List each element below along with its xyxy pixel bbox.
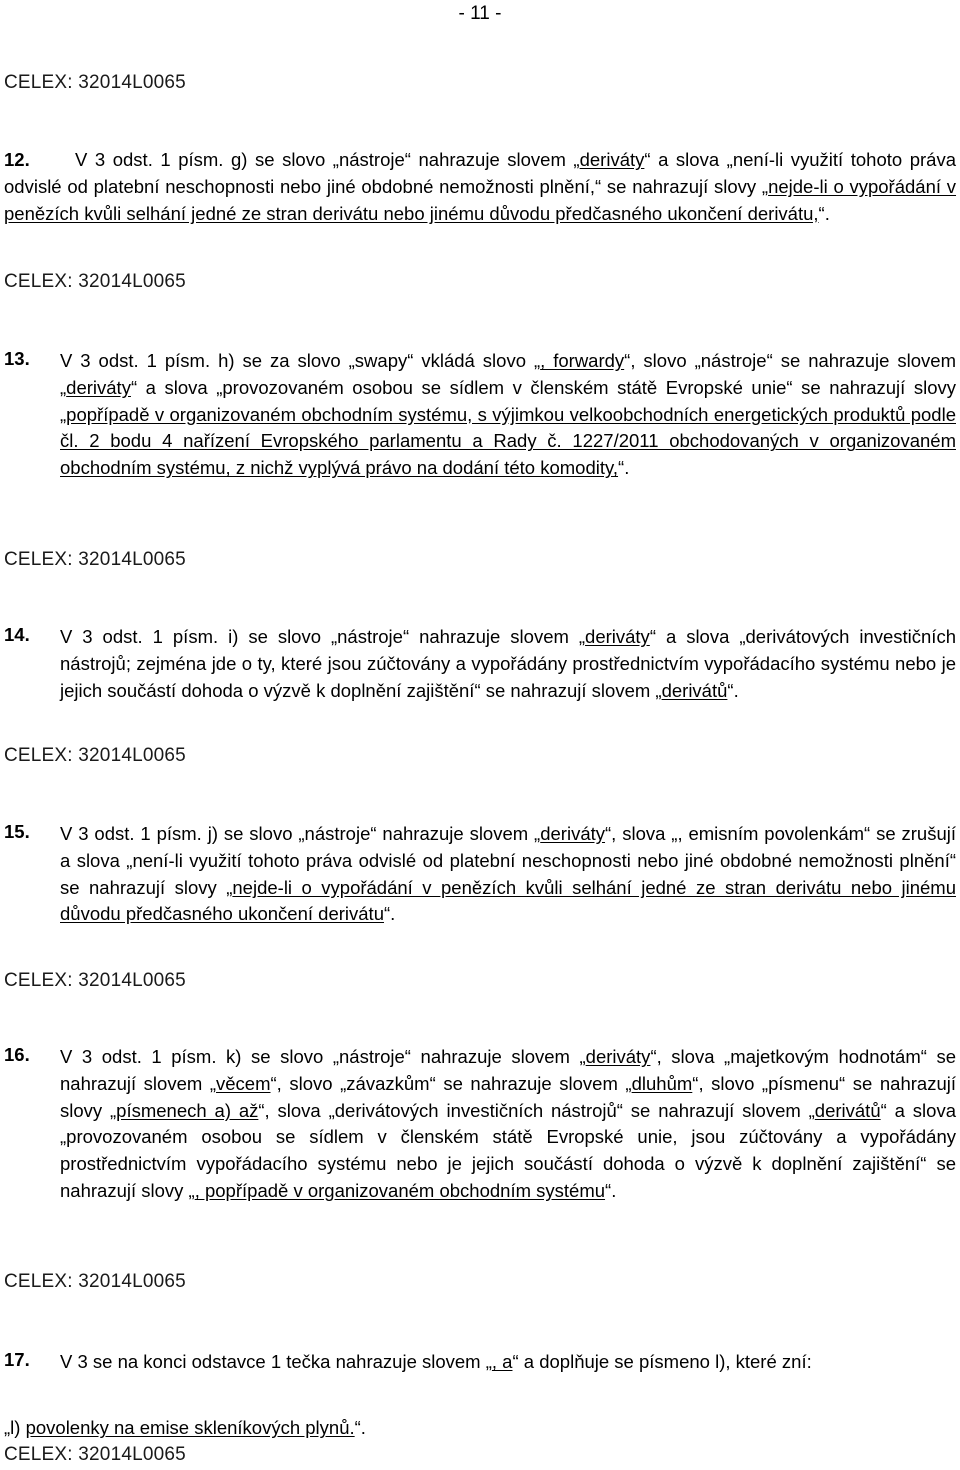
text-run: “, slovo „závazkům“ se nahrazuje slovem „	[270, 1072, 632, 1094]
item-17-text	[60, 1349, 956, 1376]
inserted-text: derivátů	[814, 1099, 881, 1121]
inserted-text: povolenky na emise skleníkových plynů.	[25, 1417, 355, 1438]
inserted-text: , popřípadě v organizovaném obchodním systému	[194, 1179, 606, 1201]
inserted-text: derivátů	[661, 679, 728, 701]
inserted-text: deriváty	[585, 1046, 651, 1067]
item-number: 13.	[4, 348, 30, 369]
text-run: “ a doplňuje se písmeno l), které zní:	[512, 1351, 812, 1372]
amendment-item-15	[4, 821, 956, 928]
inserted-text: deriváty	[66, 376, 131, 398]
text-run: “, slova „majetkovým hodnotám“ se nahrazují slovem „	[60, 1046, 956, 1094]
text-run: V 3 se na konci odstavce 1 tečka nahrazuje slovem „	[60, 1351, 492, 1372]
inserted-text: věcem	[216, 1072, 271, 1094]
item-number: 15.	[4, 821, 30, 842]
text-run: “, slovo „písmenu“ se nahrazují slovy „	[60, 1072, 956, 1121]
item-number: 14.	[4, 624, 30, 645]
inserted-text: nejde-li o vypořádání v penězích kvůli selhání jedné ze stran derivátu nebo jinému důvodu předčasného ukončení derivátu	[60, 876, 956, 925]
text-run: “.	[605, 1179, 617, 1201]
text-run: “.	[384, 903, 396, 925]
text-run: “.	[727, 679, 739, 701]
text-run: “.	[818, 202, 830, 224]
inserted-text: deriváty	[585, 626, 650, 647]
inserted-text: nejde-li o vypořádání v penězích kvůli selhání jedné ze stran derivátu nebo jinému důvodu předčasného ukončení derivátu,	[4, 175, 957, 224]
celex-reference: CELEX: 32014L0065	[4, 549, 186, 570]
text-run: „l)	[4, 1417, 26, 1438]
celex-reference: CELEX: 32014L0065	[4, 271, 186, 292]
item-number: 17.	[4, 1349, 30, 1370]
item-number: 16.	[4, 1044, 30, 1065]
inserted-text: , a	[491, 1351, 513, 1372]
item-number: 12.	[4, 149, 30, 170]
text-run: V 3 odst. 1 písm. j) se slovo „nástroje“ nahrazuje slovem „	[60, 823, 541, 844]
item-16-text	[60, 1044, 956, 1205]
inserted-text: popřípadě v organizovaném obchodním systému, s výjimkou velkoobchodních energetických produktů podle čl. 2 bodu 4 nařízení Evropského parlamentu a Rady č. 1227/2011 obchodovaných v organizovaném obchodním systému, z nichž vyplývá právo na dodání této komodity,	[60, 403, 956, 479]
text-run: “, slova „derivátových investičních nástrojů“ se nahrazují slovem „	[258, 1099, 815, 1121]
celex-reference: CELEX: 32014L0065	[4, 745, 186, 766]
text-run: “.	[618, 457, 630, 479]
celex-reference: CELEX: 32014L0065	[4, 1271, 186, 1292]
text-run: “ a slova „není-li využití tohoto práva odvislé od platební neschopnosti nebo jiné obdobné nemožnosti plnění,“ se nahrazují slovy „	[4, 149, 956, 197]
page-number: - 11 -	[458, 3, 502, 24]
amendment-item-12	[4, 147, 956, 227]
item-12-lead: V 3 odst. 1 písm. g) se slovo „nástroje“ nahrazuje slovem „	[29, 149, 580, 170]
amendment-item-16	[4, 1044, 956, 1205]
inserted-text: písmenech a) až	[116, 1099, 259, 1121]
amendment-item-13	[4, 348, 956, 482]
text-run: “ a slova „derivátových investičních nástrojů; zejména jde o ty, které jsou zúčtovány a vypořádány prostřednictvím vypořádacího systému nebo je jejich součástí dohoda o výzvě k doplnění zajištění“ se nahrazují slovem „	[60, 626, 956, 701]
text-run: “.	[354, 1417, 366, 1438]
text-run: V 3 odst. 1 písm. h) se za slovo „swapy“ vkládá slovo „	[60, 350, 541, 371]
item-13-text	[60, 348, 956, 482]
text-run: “, slovo „nástroje“ se nahrazuje slovem „	[60, 350, 957, 398]
text-run: “ a slova „provozovaném osobou se sídlem v členském státě Evropské unie“ se nahrazují slovy „	[60, 376, 956, 425]
celex-reference: CELEX: 32014L0065	[4, 970, 186, 991]
item-12-text	[4, 147, 956, 227]
celex-reference: CELEX: 32014L0065	[4, 72, 186, 93]
inserted-text: deriváty	[540, 823, 606, 844]
text-run: V 3 odst. 1 písm. k) se slovo „nástroje“ nahrazuje slovem „	[60, 1046, 586, 1067]
celex-reference: CELEX: 32014L0065	[4, 1444, 186, 1465]
item-15-text	[60, 821, 956, 928]
text-run: “, slova „, emisním povolenkám“ se zrušují a slova „není-li využití tohoto práva odvislé od platební neschopnosti nebo jiné obdobné nemožnosti plnění“ se nahrazují slovy „	[60, 823, 957, 898]
item-14-text	[60, 624, 956, 704]
inserted-letter-l	[4, 1417, 366, 1439]
text-run: V 3 odst. 1 písm. i) se slovo „nástroje“ nahrazuje slovem „	[60, 626, 586, 647]
inserted-text: dluhům	[631, 1072, 693, 1094]
inserted-text: , forwardy	[540, 350, 625, 371]
amendment-item-17	[4, 1349, 956, 1376]
inserted-text: deriváty	[579, 149, 645, 170]
text-run: “ a slova „provozovaném osobou se sídlem v členském státě Evropské unie, jsou zúčtovány a vypořádány prostřednictvím vypořádacího systému nebo je jejich součástí dohoda o výzvě k doplnění zajištění“ se nahrazují slovy „	[60, 1099, 956, 1201]
amendment-item-14	[4, 624, 956, 704]
